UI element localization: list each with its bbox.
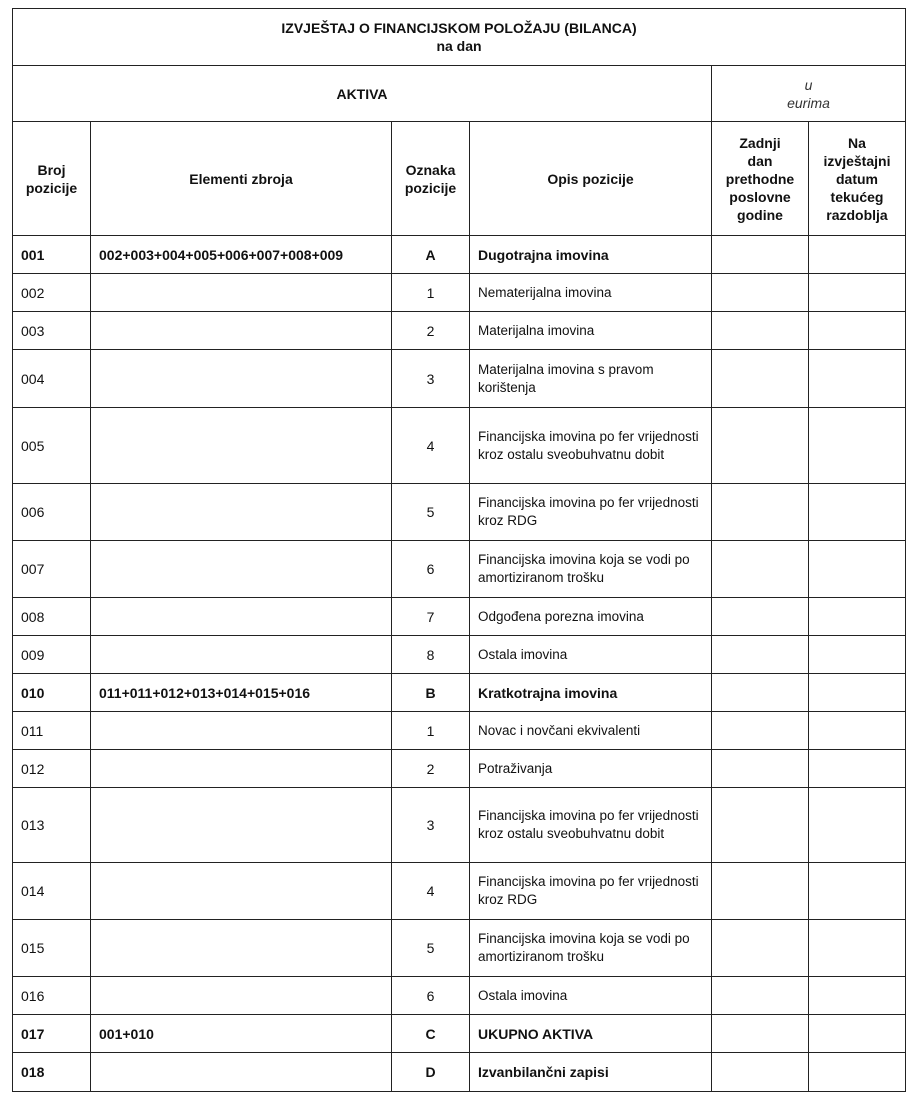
cell-broj: 011 xyxy=(13,712,91,750)
table-row xyxy=(13,863,906,920)
cell-elementi xyxy=(91,750,392,788)
value-input-tekuce[interactable] xyxy=(809,274,906,312)
value-input-prethodna[interactable] xyxy=(712,1015,809,1053)
table-row xyxy=(13,977,906,1015)
header-line: Na xyxy=(848,134,866,151)
value-input-tekuce[interactable] xyxy=(809,750,906,788)
value-input-prethodna[interactable] xyxy=(712,977,809,1015)
value-input-tekuce[interactable] xyxy=(809,1053,906,1092)
value-input-tekuce[interactable] xyxy=(809,674,906,712)
table-row xyxy=(13,1015,906,1053)
value-input-tekuce[interactable] xyxy=(809,1015,906,1053)
cell-oznaka: C xyxy=(392,1015,470,1053)
cell-elementi xyxy=(91,350,392,408)
value-input-tekuce[interactable] xyxy=(809,788,906,863)
cell-oznaka: D xyxy=(392,1053,470,1092)
cell-broj: 017 xyxy=(13,1015,91,1053)
table-row xyxy=(13,541,906,598)
section-title: AKTIVA xyxy=(13,66,712,122)
value-input-prethodna[interactable] xyxy=(712,274,809,312)
currency-label xyxy=(712,66,906,122)
cell-elementi xyxy=(91,920,392,977)
header-line: Zadnji xyxy=(739,134,781,151)
cell-oznaka: 3 xyxy=(392,788,470,863)
cell-oznaka: 5 xyxy=(392,920,470,977)
value-input-prethodna[interactable] xyxy=(712,920,809,977)
table-row xyxy=(13,750,906,788)
cell-opis: Kratkotrajna imovina xyxy=(470,674,712,712)
cell-oznaka: 3 xyxy=(392,350,470,408)
header-line: dan xyxy=(747,152,773,169)
cell-elementi xyxy=(91,541,392,598)
cell-oznaka: 2 xyxy=(392,750,470,788)
header-line: prethodne xyxy=(725,170,795,187)
header-line: datum xyxy=(836,170,878,187)
cell-oznaka: 6 xyxy=(392,977,470,1015)
cell-elementi xyxy=(91,788,392,863)
header-line: poslovne xyxy=(729,188,791,205)
cell-elementi xyxy=(91,312,392,350)
title-text: IZVJEŠTAJ O FINANCIJSKOM POLOŽAJU (BILANCA) xyxy=(281,20,637,36)
cell-broj: 001 xyxy=(13,236,91,274)
value-input-prethodna[interactable] xyxy=(712,484,809,541)
value-input-prethodna[interactable] xyxy=(712,863,809,920)
value-input-prethodna[interactable] xyxy=(712,750,809,788)
cell-broj: 003 xyxy=(13,312,91,350)
table-row xyxy=(13,408,906,484)
header-line: Oznaka xyxy=(405,161,456,178)
value-input-prethodna[interactable] xyxy=(712,674,809,712)
cell-oznaka: 1 xyxy=(392,274,470,312)
cell-elementi xyxy=(91,977,392,1015)
value-input-tekuce[interactable] xyxy=(809,977,906,1015)
header-tekuce-razdoblje xyxy=(809,122,906,236)
value-input-tekuce[interactable] xyxy=(809,920,906,977)
cell-opis: Odgođena porezna imovina xyxy=(470,598,712,636)
header-prethodna-godina xyxy=(712,122,809,236)
cell-elementi xyxy=(91,1053,392,1092)
header-opis: Opis pozicije xyxy=(470,122,712,236)
cell-broj: 015 xyxy=(13,920,91,977)
cell-elementi xyxy=(91,598,392,636)
table-row xyxy=(13,920,906,977)
cell-opis: Dugotrajna imovina xyxy=(470,236,712,274)
cell-broj: 008 xyxy=(13,598,91,636)
value-input-prethodna[interactable] xyxy=(712,236,809,274)
value-input-prethodna[interactable] xyxy=(712,712,809,750)
value-input-prethodna[interactable] xyxy=(712,541,809,598)
cell-oznaka: 6 xyxy=(392,541,470,598)
header-line: pozicije xyxy=(404,179,457,196)
table-row xyxy=(13,274,906,312)
cell-elementi xyxy=(91,484,392,541)
cell-elementi xyxy=(91,712,392,750)
cell-opis: Nematerijalna imovina xyxy=(470,274,712,312)
value-input-tekuce[interactable] xyxy=(809,484,906,541)
cell-elementi: 011+011+012+013+014+015+016 xyxy=(91,674,392,712)
header-line: Broj xyxy=(37,161,66,178)
cell-broj: 005 xyxy=(13,408,91,484)
value-input-prethodna[interactable] xyxy=(712,350,809,408)
value-input-tekuce[interactable] xyxy=(809,236,906,274)
cell-broj: 012 xyxy=(13,750,91,788)
cell-broj: 004 xyxy=(13,350,91,408)
table-row xyxy=(13,236,906,274)
subtitle-text: na dan xyxy=(436,38,482,54)
table-row xyxy=(13,312,906,350)
cell-broj: 013 xyxy=(13,788,91,863)
table-row xyxy=(13,788,906,863)
cell-broj: 016 xyxy=(13,977,91,1015)
cell-opis: Financijska imovina po fer vrijednosti kroz ostalu sveobuhvatnu dobit xyxy=(470,408,712,484)
cell-elementi xyxy=(91,863,392,920)
value-input-prethodna[interactable] xyxy=(712,636,809,674)
cell-broj: 014 xyxy=(13,863,91,920)
table-row xyxy=(13,712,906,750)
balance-sheet-table xyxy=(12,8,906,1092)
table-row xyxy=(13,598,906,636)
table-row xyxy=(13,674,906,712)
cell-broj: 002 xyxy=(13,274,91,312)
cell-broj: 009 xyxy=(13,636,91,674)
header-oznaka xyxy=(392,122,470,236)
report-title xyxy=(13,9,906,66)
cell-oznaka: B xyxy=(392,674,470,712)
cell-broj: 007 xyxy=(13,541,91,598)
cell-elementi xyxy=(91,408,392,484)
table-row xyxy=(13,636,906,674)
header-line: godine xyxy=(737,206,783,223)
header-line: razdoblja xyxy=(826,206,888,223)
cell-oznaka: 2 xyxy=(392,312,470,350)
cell-elementi xyxy=(91,636,392,674)
cell-opis: Novac i novčani ekvivalenti xyxy=(470,712,712,750)
cell-broj: 010 xyxy=(13,674,91,712)
cell-broj: 006 xyxy=(13,484,91,541)
value-input-prethodna[interactable] xyxy=(712,788,809,863)
value-input-tekuce[interactable] xyxy=(809,598,906,636)
cell-opis: Izvanbilančni zapisi xyxy=(470,1053,712,1092)
cell-oznaka: 1 xyxy=(392,712,470,750)
cell-opis: Ostala imovina xyxy=(470,977,712,1015)
cell-broj: 018 xyxy=(13,1053,91,1092)
value-input-prethodna[interactable] xyxy=(712,312,809,350)
cell-elementi xyxy=(91,274,392,312)
cell-opis: Financijska imovina po fer vrijednosti kroz RDG xyxy=(470,863,712,920)
currency-line: eurima xyxy=(787,94,830,111)
cell-oznaka: 7 xyxy=(392,598,470,636)
cell-opis: UKUPNO AKTIVA xyxy=(470,1015,712,1053)
cell-opis: Financijska imovina koja se vodi po amortiziranom trošku xyxy=(470,920,712,977)
cell-oznaka: 4 xyxy=(392,408,470,484)
cell-oznaka: 5 xyxy=(392,484,470,541)
cell-opis: Materijalna imovina xyxy=(470,312,712,350)
cell-opis: Potraživanja xyxy=(470,750,712,788)
header-broj xyxy=(13,122,91,236)
header-elementi: Elementi zbroja xyxy=(91,122,392,236)
cell-elementi: 001+010 xyxy=(91,1015,392,1053)
table-row xyxy=(13,350,906,408)
value-input-prethodna[interactable] xyxy=(712,1053,809,1092)
value-input-tekuce[interactable] xyxy=(809,541,906,598)
header-line: izvještajni xyxy=(823,152,891,169)
header-line: pozicije xyxy=(25,179,78,196)
value-input-tekuce[interactable] xyxy=(809,636,906,674)
table-row xyxy=(13,484,906,541)
value-input-tekuce[interactable] xyxy=(809,350,906,408)
cell-opis: Materijalna imovina s pravom korištenja xyxy=(470,350,712,408)
cell-opis: Financijska imovina po fer vrijednosti kroz RDG xyxy=(470,484,712,541)
cell-elementi: 002+003+004+005+006+007+008+009 xyxy=(91,236,392,274)
value-input-tekuce[interactable] xyxy=(809,408,906,484)
cell-oznaka: 8 xyxy=(392,636,470,674)
cell-opis: Financijska imovina koja se vodi po amortiziranom trošku xyxy=(470,541,712,598)
cell-oznaka: 4 xyxy=(392,863,470,920)
cell-opis: Financijska imovina po fer vrijednosti kroz ostalu sveobuhvatnu dobit xyxy=(470,788,712,863)
table-row xyxy=(13,1053,906,1092)
value-input-tekuce[interactable] xyxy=(809,863,906,920)
value-input-tekuce[interactable] xyxy=(809,712,906,750)
currency-line: u xyxy=(804,76,813,93)
cell-oznaka: A xyxy=(392,236,470,274)
value-input-prethodna[interactable] xyxy=(712,598,809,636)
value-input-prethodna[interactable] xyxy=(712,408,809,484)
value-input-tekuce[interactable] xyxy=(809,312,906,350)
header-line: tekućeg xyxy=(830,188,884,205)
cell-opis: Ostala imovina xyxy=(470,636,712,674)
